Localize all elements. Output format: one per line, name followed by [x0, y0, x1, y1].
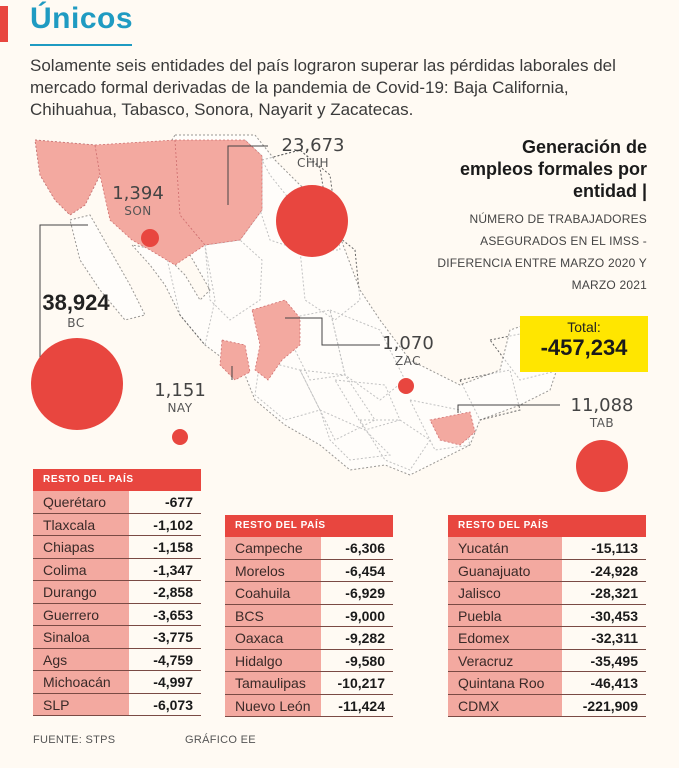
state-name: Campeche	[225, 537, 321, 559]
label-tab-abbr: TAB	[589, 416, 615, 430]
state-value: -30,453	[562, 605, 646, 627]
state-name: Colima	[33, 559, 129, 581]
table-row	[448, 537, 646, 560]
label-chih-abbr: CHIH	[297, 156, 329, 170]
source-footer: FUENTE: STPS	[33, 734, 116, 746]
label-nay-value: 1,151	[154, 380, 206, 401]
state-name: Puebla	[448, 605, 562, 627]
rest-table-1	[33, 469, 201, 716]
state-value: -2,858	[129, 581, 201, 603]
table-row	[448, 695, 646, 718]
state-value: -1,347	[129, 559, 201, 581]
rest-table-header: RESTO DEL PAÍS	[225, 515, 393, 537]
state-value: -4,759	[129, 649, 201, 671]
state-value: -1,102	[129, 514, 201, 536]
label-zac-abbr: ZAC	[394, 354, 422, 368]
table-row	[225, 537, 393, 560]
chart-subtitle: NÚMERO DE TRABAJADORES ASEGURADOS EN EL IMSS - DIFERENCIA ENTRE MARZO 2020 Y MARZO 2021	[437, 212, 647, 292]
label-zac-value: 1,070	[382, 333, 434, 354]
table-row	[448, 560, 646, 583]
label-son	[100, 183, 176, 218]
state-value: -3,653	[129, 604, 201, 626]
state-name: Coahuila	[225, 582, 321, 604]
label-bc	[20, 290, 132, 330]
state-value: -4,997	[129, 671, 201, 693]
table-row	[33, 626, 201, 649]
state-name: BCS	[225, 605, 321, 627]
total-value: -457,234	[540, 335, 628, 360]
table-row	[33, 671, 201, 694]
state-name: CDMX	[448, 695, 562, 717]
table-row	[33, 604, 201, 627]
label-tab-value: 11,088	[570, 395, 634, 416]
table-row	[448, 605, 646, 628]
state-value: -9,580	[321, 650, 393, 672]
bubble-nay	[172, 429, 188, 445]
state-name: Querétaro	[33, 491, 129, 513]
total-label: Total:	[567, 319, 601, 335]
state-nay	[220, 340, 250, 380]
state-value: -11,424	[321, 695, 393, 717]
bubble-chih	[276, 185, 348, 257]
state-value: -9,000	[321, 605, 393, 627]
label-son-value: 1,394	[112, 183, 164, 204]
state-name: Edomex	[448, 627, 562, 649]
state-value: -15,113	[562, 537, 646, 559]
table-row	[448, 672, 646, 695]
state-name: Michoacán	[33, 671, 129, 693]
table-row	[33, 649, 201, 672]
state-value: -28,321	[562, 582, 646, 604]
state-bc	[35, 140, 100, 215]
table-row	[33, 491, 201, 514]
state-value: -6,073	[129, 694, 201, 716]
state-name: Sinaloa	[33, 626, 129, 648]
table-row	[448, 627, 646, 650]
state-name: Guerrero	[33, 604, 129, 626]
chart-title: Generación de empleos formales por entidad |	[459, 137, 647, 201]
table-row	[225, 672, 393, 695]
label-nay-abbr: NAY	[167, 401, 193, 415]
rest-table-2	[225, 515, 393, 717]
table-row	[225, 560, 393, 583]
state-value: -1,158	[129, 536, 201, 558]
state-value: -46,413	[562, 672, 646, 694]
table-row	[225, 650, 393, 673]
table-row	[448, 650, 646, 673]
state-value: -24,928	[562, 560, 646, 582]
state-name: Ags	[33, 649, 129, 671]
table-row	[225, 627, 393, 650]
state-value: -32,311	[562, 627, 646, 649]
state-name: Veracruz	[448, 650, 562, 672]
intro-text: Solamente seis entidades del país lograron superar las pérdidas laborales del mercado formal derivadas de la pandemia de Covid-19: Baja California, Chihuahua, Tabasco, Sonora, Nayarit y Zacatecas.	[30, 56, 616, 119]
label-chih-value: 23,673	[281, 135, 345, 156]
table-row	[33, 514, 201, 537]
state-name: Tlaxcala	[33, 514, 129, 536]
state-name: SLP	[33, 694, 129, 716]
table-row	[225, 695, 393, 718]
state-value: -3,775	[129, 626, 201, 648]
table-row	[33, 559, 201, 582]
state-name: Quintana Roo	[448, 672, 562, 694]
label-son-abbr: SON	[124, 204, 152, 218]
state-name: Durango	[33, 581, 129, 603]
state-name: Yucatán	[448, 537, 562, 559]
state-value: -6,929	[321, 582, 393, 604]
state-value: -677	[129, 491, 201, 513]
state-value: -221,909	[562, 695, 646, 717]
bubble-tab	[576, 440, 628, 492]
table-row	[33, 694, 201, 717]
state-value: -35,495	[562, 650, 646, 672]
bubble-zac	[398, 378, 414, 394]
table-row	[225, 605, 393, 628]
bubble-bc	[31, 338, 123, 430]
state-name: Oaxaca	[225, 627, 321, 649]
rest-table-header: RESTO DEL PAÍS	[448, 515, 646, 537]
table-row	[33, 536, 201, 559]
headline: Únicos	[30, 2, 134, 35]
credit-footer: GRÁFICO EE	[185, 734, 256, 746]
label-bc-abbr: BC	[67, 316, 85, 330]
label-chih	[268, 135, 358, 170]
table-row	[33, 581, 201, 604]
label-zac	[370, 333, 446, 368]
bubble-son	[141, 229, 159, 247]
table-row	[448, 582, 646, 605]
state-name: Chiapas	[33, 536, 129, 558]
label-nay	[140, 380, 220, 415]
state-value: -10,217	[321, 672, 393, 694]
state-name: Nuevo León	[225, 695, 321, 717]
state-name: Morelos	[225, 560, 321, 582]
label-bc-value: 38,924	[42, 290, 110, 315]
state-value: -6,306	[321, 537, 393, 559]
total-box	[520, 316, 648, 372]
state-name: Hidalgo	[225, 650, 321, 672]
state-name: Tamaulipas	[225, 672, 321, 694]
rest-table-header: RESTO DEL PAÍS	[33, 469, 201, 491]
state-name: Guanajuato	[448, 560, 562, 582]
label-tab	[560, 395, 644, 430]
table-row	[225, 582, 393, 605]
state-value: -6,454	[321, 560, 393, 582]
state-value: -9,282	[321, 627, 393, 649]
state-name: Jalisco	[448, 582, 562, 604]
rest-table-3	[448, 515, 646, 717]
